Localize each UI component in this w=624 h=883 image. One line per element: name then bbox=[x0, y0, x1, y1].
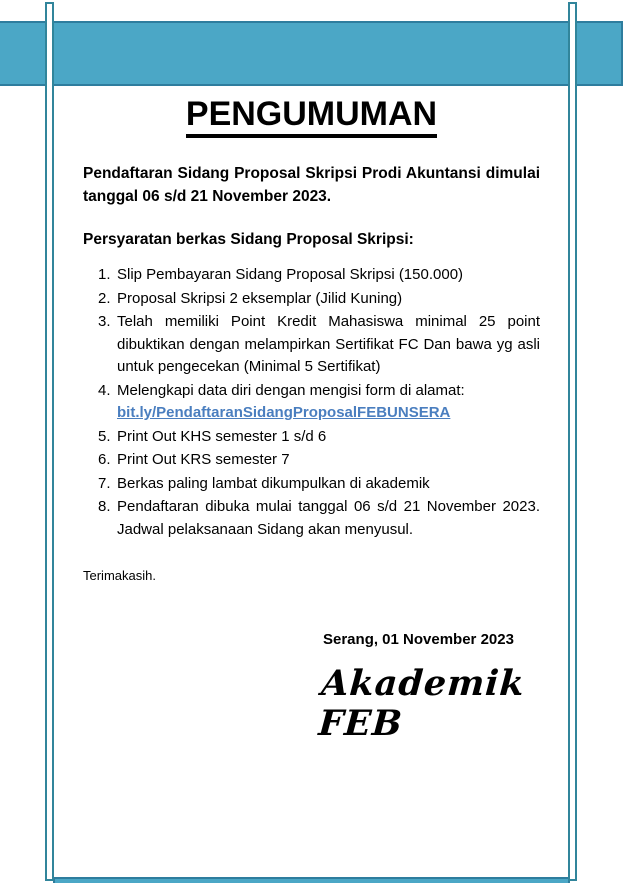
list-item-number: 3. bbox=[98, 313, 111, 330]
title-wrap bbox=[83, 0, 540, 138]
page-title: PENGUMUMAN bbox=[186, 97, 437, 138]
place-date: Serang, 01 November 2023 bbox=[323, 631, 514, 648]
list-item bbox=[83, 288, 540, 311]
requirements-list bbox=[83, 264, 540, 541]
list-item bbox=[83, 380, 540, 425]
list-item-text: Telah memiliki Point Kredit Mahasiswa minimal 25 point dibuktikan dengan melampirkan Sertifikat FC Dan bawa yg asli untuk pengecekan (Minimal 5 Sertifikat) bbox=[117, 313, 540, 375]
list-item-number: 1. bbox=[98, 266, 111, 283]
left-accent-bar bbox=[45, 2, 54, 881]
intro-paragraph: Pendaftaran Sidang Proposal Skripsi Prodi Akuntansi dimulai tanggal 06 s/d 21 November 2023. bbox=[83, 165, 540, 205]
list-item-number: 6. bbox=[98, 451, 111, 468]
announcement-content bbox=[83, 0, 540, 744]
list-item-number: 4. bbox=[98, 381, 111, 399]
bottom-accent-bar bbox=[53, 877, 570, 883]
list-item-number: 8. bbox=[98, 498, 111, 515]
list-item-text: Pendaftaran dibuka mulai tanggal 06 s/d 21 November 2023. Jadwal pelaksanaan Sidang akan menyusul. bbox=[117, 498, 540, 538]
requirements-heading: Persyaratan berkas Sidang Proposal Skripsi: bbox=[83, 231, 414, 248]
list-item-text: Print Out KHS semester 1 s/d 6 bbox=[117, 427, 327, 445]
signature-text: Akademik FEB bbox=[317, 663, 527, 744]
list-item bbox=[83, 496, 540, 541]
list-item-number: 2. bbox=[98, 289, 111, 307]
list-item-text: Proposal Skripsi 2 eksemplar (Jilid Kuning) bbox=[117, 289, 403, 307]
list-item-text: Print Out KRS semester 7 bbox=[117, 451, 290, 468]
list-item bbox=[83, 311, 540, 379]
list-item-text: Berkas paling lambat dikumpulkan di akademik bbox=[117, 474, 430, 492]
list-item-text: Melengkapi data diri dengan mengisi form di alamat: bbox=[117, 381, 465, 399]
list-item-number: 5. bbox=[98, 427, 111, 445]
registration-form-link[interactable]: bit.ly/PendaftaranSidangProposalFEBUNSERA bbox=[117, 404, 451, 421]
list-item bbox=[83, 473, 540, 496]
list-item bbox=[83, 264, 540, 287]
list-item bbox=[83, 449, 540, 472]
closing-text: Terimakasih. bbox=[83, 568, 156, 583]
list-item-number: 7. bbox=[98, 474, 111, 492]
list-item bbox=[83, 426, 540, 449]
list-item-text: Slip Pembayaran Sidang Proposal Skripsi (150.000) bbox=[117, 266, 464, 283]
right-accent-bar bbox=[568, 2, 577, 881]
